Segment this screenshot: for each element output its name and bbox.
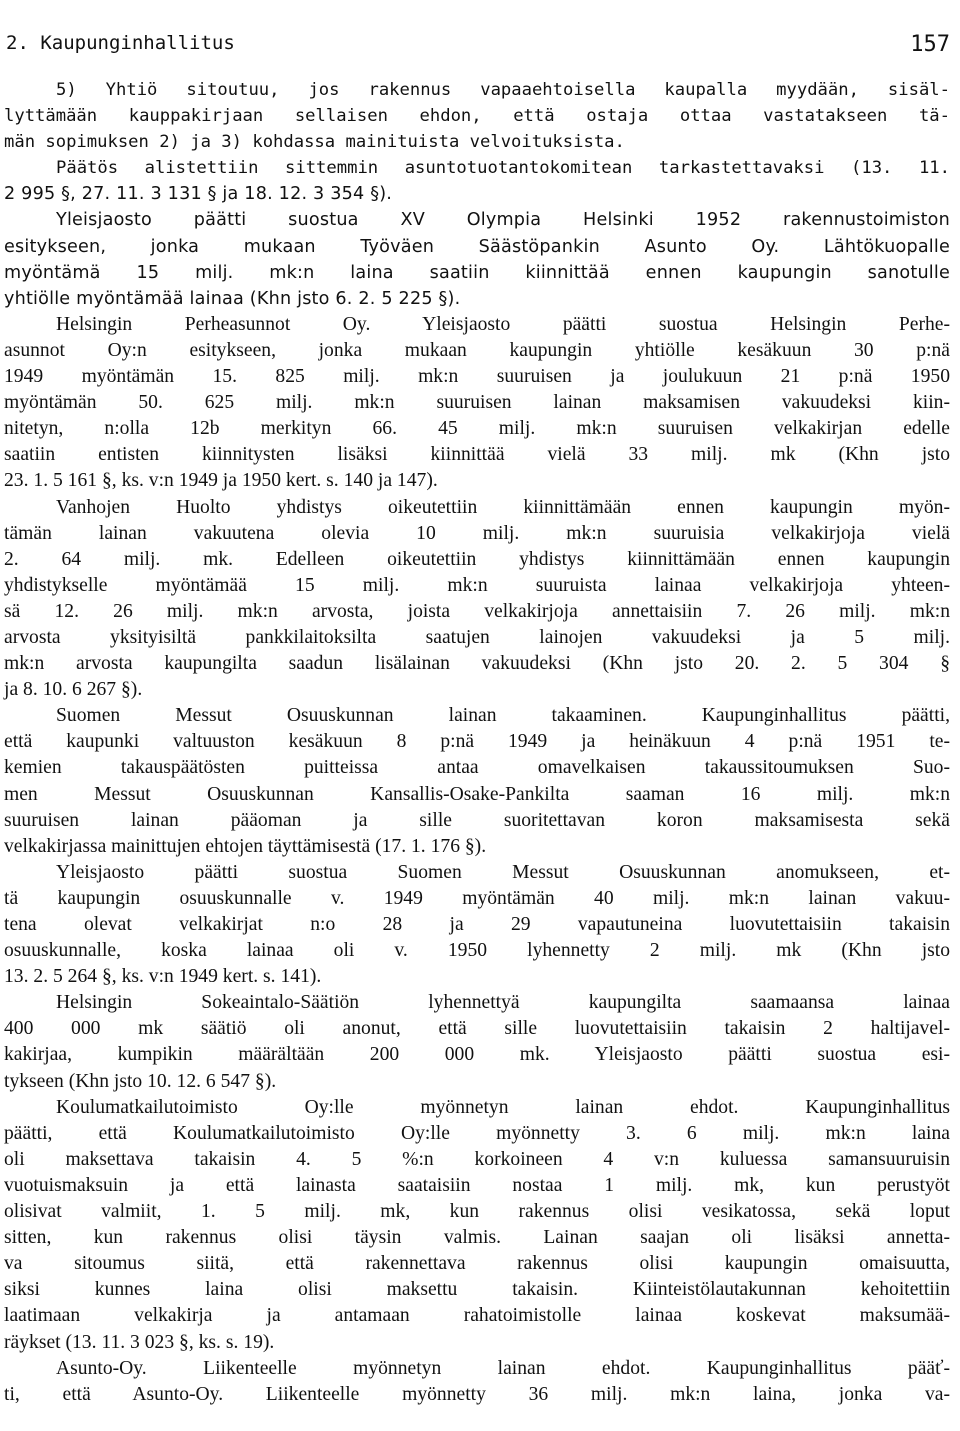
section-title: 2. Kaupunginhallitus [6,32,235,54]
text-line: olisivat valmiit, 1. 5 milj. mk, kun rakennus olisi vesikatossa, sekä loput [4,1201,950,1223]
text-line: men Messut Osuuskunnan Kansallis-Osake-Pankilta saaman 16 milj. mk:n [4,783,950,805]
text-line: tä kaupungin osuuskunnalle v. 1949 myöntämän 40 milj. mk:n lainan vakuu- [4,887,950,909]
text-line: tena olevat velkakirjat n:o 28 ja 29 vapautuneina luovutettaisiin takaisin [4,914,950,935]
text-line: Helsingin Perheasunnot Oy. Yleisjaosto päätti suostua Helsingin Perhe- [56,313,950,335]
text-line: oli maksettava takaisin 4. 5 %:n korkoineen 4 v:n kuluessa samansuuruisin [4,1148,950,1170]
text-line: Päätös alistettiin sittemmin asuntotuotantokomitean tarkastettavaksi (13. 11. [56,158,950,179]
text-line: 400 000 mk säätiö oli anonut, että sille luovutettaisiin takaisin 2 haltijavel- [4,1018,950,1040]
text-line: ja 8. 10. 6 267 §). [4,679,143,701]
text-line: Helsingin Sokeaintalo-Säätiön lyhennettyä kaupungilta saamaansa lainaa [56,992,950,1014]
text-line: 2. 64 milj. mk. Edelleen oikeutettiin yhdistys kiinnittämään ennen kaupungin [4,548,950,570]
text-line: tykseen (Khn jsto 10. 12. 6 547 §). [4,1070,277,1092]
page-header [6,32,950,62]
text-line: suuruisen lainan pääoman ja sille suoritettavan koron maksamisesta sekä [4,809,950,831]
text-line: 2 995 §, 27. 11. 3 131 § ja 18. 12. 3 354 §). [4,184,393,205]
text-line: 13. 2. 5 264 §, ks. v:n 1949 kert. s. 141). [4,966,322,988]
text-line: Koulumatkailutoimisto Oy:lle myönnetyn lainan ehdot. Kaupunginhallitus [56,1096,950,1118]
text-line: tämän lainan vakuutena olevia 10 milj. mk:n suuruisia velkakirjoja vielä [4,522,950,544]
text-line: velkakirjassa mainittujen ehtojen täyttämisestä (17. 1. 176 §). [4,835,487,857]
text-line: siksi kunnes laina olisi maksettu takaisin. Kiinteistölautakunnan kehoitettiin [4,1279,950,1301]
text-line: sitten, kun rakennus olisi täysin valmis. Lainan saajan oli lisäksi annetta- [4,1227,950,1249]
text-line: osuuskunnalle, koska lainaa oli v. 1950 lyhennetty 2 milj. mk (Khn jsto [4,940,950,962]
text-line: saatiin entisten kiinnitysten lisäksi kiinnittää vielä 33 milj. mk (Khn jsto [4,444,950,466]
text-line: 5) Yhtiö sitoutuu, jos rakennus vapaaehtoisella kaupalla myydään, sisäl- [56,80,950,100]
text-line: 23. 1. 5 161 §, ks. v:n 1949 ja 1950 kert. s. 140 ja 147). [4,470,438,492]
text-line: sä 12. 26 milj. mk:n arvosta, joista velkakirjoja annettaisiin 7. 26 milj. mk:n [4,600,950,622]
text-line: ti, että Asunto-Oy. Liikenteelle myönnetty 36 milj. mk:n laina, jonka va- [4,1383,950,1405]
text-line: kakirjaa, kumpikin määrältään 200 000 mk. Yleisjaosto päätti suostua esi- [4,1044,950,1066]
text-line: Asunto-Oy. Liikenteelle myönnetyn lainan ehdot. Kaupunginhallitus pääť- [56,1357,950,1379]
text-line: Yleisjaosto päätti suostua Suomen Messut Osuuskunnan anomukseen, et- [56,861,950,883]
text-line: räykset (13. 11. 3 023 §, ks. s. 19). [4,1331,275,1353]
text-line: että kaupunki valtuuston kesäkuun 8 p:nä 1949 ja heinäkuun 4 p:nä 1951 te- [4,731,950,753]
text-line: yhdistykselle myöntämää 15 milj. mk:n suuruista lainaa velkakirjoja yhteen- [4,574,950,596]
text-line: nitetyn, n:olla 12b merkityn 66. 45 milj. mk:n suuruisen velkakirjan edelle [4,418,950,440]
text-line: lyttämään kauppakirjaan sellaisen ehdon, että ostaja ottaa vastatakseen tä- [4,106,950,127]
text-line: yhtiölle myöntämää lainaa (Khn jsto 6. 2. 5 225 §). [4,288,461,309]
text-line: myöntämä 15 milj. mk:n laina saatiin kiinnittää ennen kaupungin sanotulle [4,262,950,283]
text-line: laatimaan velkakirja ja antamaan rahatoimistolle lainaa koskevat maksumää- [4,1305,950,1327]
text-line: va sitoumus siitä, että rakennettava rakennus olisi kaupungin omaisuutta, [4,1253,950,1275]
text-line: Vanhojen Huolto yhdistys oikeutettiin kiinnittämään ennen kaupungin myön- [56,496,950,518]
text-line: päätti, että Koulumatkailutoimisto Oy:lle myönnetty 3. 6 milj. mk:n laina [4,1122,950,1144]
text-line: mk:n arvosta kaupungilta saadun lisälainan vakuudeksi (Khn jsto 20. 2. 5 304 § [4,653,950,675]
text-line: Suomen Messut Osuuskunnan lainan takaaminen. Kaupunginhallitus päätti, [56,705,950,727]
text-line: Yleisjaosto päätti suostua XV Olympia Helsinki 1952 rakennustoimiston [56,210,950,231]
page-number: 157 [910,32,950,57]
text-line: 1949 myöntämän 15. 825 milj. mk:n suuruisen ja joulukuun 21 p:nä 1950 [4,366,950,388]
text-line: asunnot Oy:n esitykseen, jonka mukaan kaupungin yhtiölle kesäkuun 30 p:nä [4,339,950,361]
text-line: arvosta yksityisiltä pankkilaitoksilta saatujen lainojen vakuudeksi ja 5 milj. [4,626,950,648]
text-line: esitykseen, jonka mukaan Työväen Säästöpankin Asunto Oy. Lähtökuopalle [4,236,950,257]
text-line: vuotuismaksuin ja että lainasta saataisiin nostaa 1 milj. mk, kun perustyöt [4,1174,950,1196]
text-line: män sopimuksen 2) ja 3) kohdassa mainituista velvoituksista. [4,132,625,153]
text-line: kemien takauspäätösten puitteissa antaa omavelkaisen takaussitoumuksen Suo- [4,757,950,779]
text-line: myöntämän 50. 625 milj. mk:n suuruisen lainan maksamisen vakuudeksi kiin- [4,392,950,414]
document-body [4,77,950,1408]
